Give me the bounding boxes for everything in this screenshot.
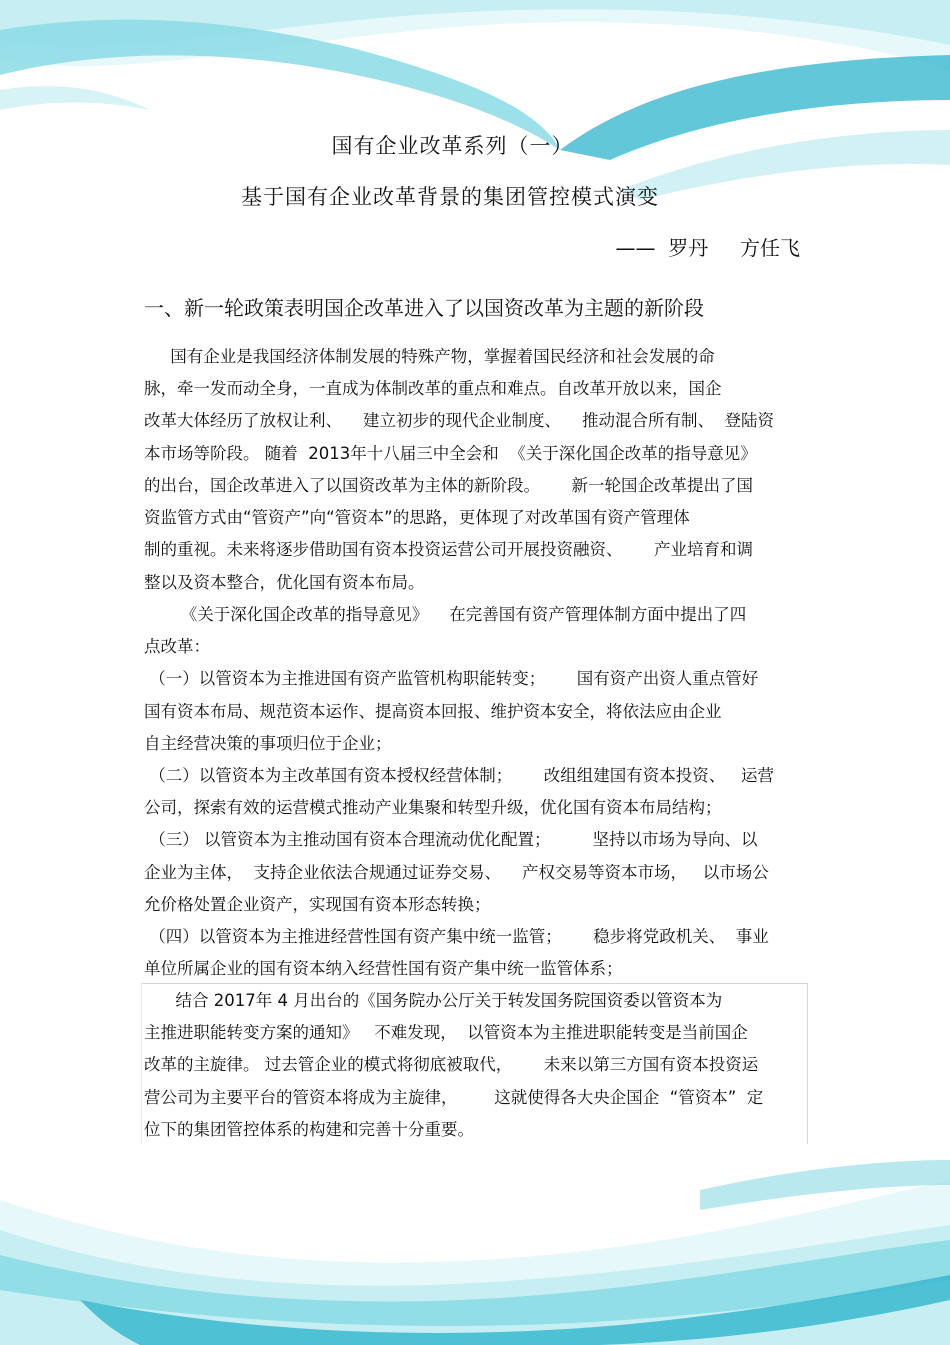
body-line: 国有企业是我国经济体制发展的特殊产物，掌握着国民经济和社会发展的命 [144,347,715,366]
body-line: 整以及资本整合，优化国有资本布局。 [144,573,425,592]
body-line: （四）以管资本为主推进经营性国有资产集中统一监管； 稳步将党政机关、 事业 [144,927,769,946]
body-line: 点改革： [144,637,210,656]
body-line: 主推进职能转变方案的通知》 不难发现， 以管资本为主推进职能转变是当前国企 [144,1023,748,1042]
body-line: 资监管方式由“管资产”向“管资本”的思路，更体现了对改革国有资产管理体 [144,508,690,527]
section-heading: 一、新一轮政策表明国企改革进入了以国资改革为主题的新阶段 [144,296,704,320]
body-line: 改革的主旋律。 过去管企业的模式将彻底被取代， 未来以第三方国有资本投资运 [144,1055,759,1074]
author-line: —— 罗丹 方任飞 [615,236,800,260]
body-line: 自主经营决策的事项归位于企业； [144,734,392,753]
body-line: 《关于深化国企改革的指导意见》 在完善国有资产管理体制方面中提出了四 [144,605,747,624]
body-line: 营公司为主要平台的管资本将成为主旋律， 这就使得各大央企国企 “管资本” 定 [144,1088,764,1107]
body-line: 位下的集团管控体系的构建和完善十分重要。 [144,1120,474,1139]
body-line: （二）以管资本为主改革国有资本授权经营体制； 改组组建国有资本投资、 运营 [144,766,774,785]
series-title: 国有企业改革系列（一） [331,134,574,158]
body-line: （三） 以管资本为主推动国有资本合理流动优化配置； 坚持以市场为导向、以 [144,830,758,849]
body-line: 脉，牵一发而动全身，一直成为体制改革的重点和难点。自改革开放以来，国企 [144,379,722,398]
body-line: 改革大体经历了放权让利、 建立初步的现代企业制度、 推动混合所有制、 登陆资 [144,411,774,430]
body-line: 国有资本布局、规范资本运作、提高资本回报、维护资本安全，将依法应由企业 [144,702,722,721]
body-line: （一）以管资本为主推进国有资产监管机构职能转变； 国有资产出资人重点管好 [144,669,759,688]
body-line: 本市场等阶段。 随着 2013年十八届三中全会和 《关于深化国企改革的指导意见》 [144,444,757,463]
body-line: 单位所属企业的国有资本纳入经营性国有资产集中统一监管体系； [144,959,623,978]
main-title: 基于国有企业改革背景的集团管控模式演变 [241,185,659,209]
body-line: 允价格处置企业资产，实现国有资本形态转换； [144,895,491,914]
body-line: 的出台，国企改革进入了以国资改革为主体的新阶段。 新一轮国企改革提出了国 [144,476,753,495]
body-line: 企业为主体， 支持企业依法合规通过证券交易、 产权交易等资本市场， 以市场公 [144,863,769,882]
body-line: 结合 2017年 4 月出台的《国务院办公厅关于转发国务院国资委以管资本为 [144,991,723,1010]
top-wave-left-thin [0,86,150,110]
body-line: 公司，探索有效的运营模式推动产业集聚和转型升级，优化国有资本布局结构； [144,798,722,817]
body-line: 制的重视。未来将逐步借助国有资本投资运营公司开展投资融资、 产业培育和调 [144,540,753,559]
